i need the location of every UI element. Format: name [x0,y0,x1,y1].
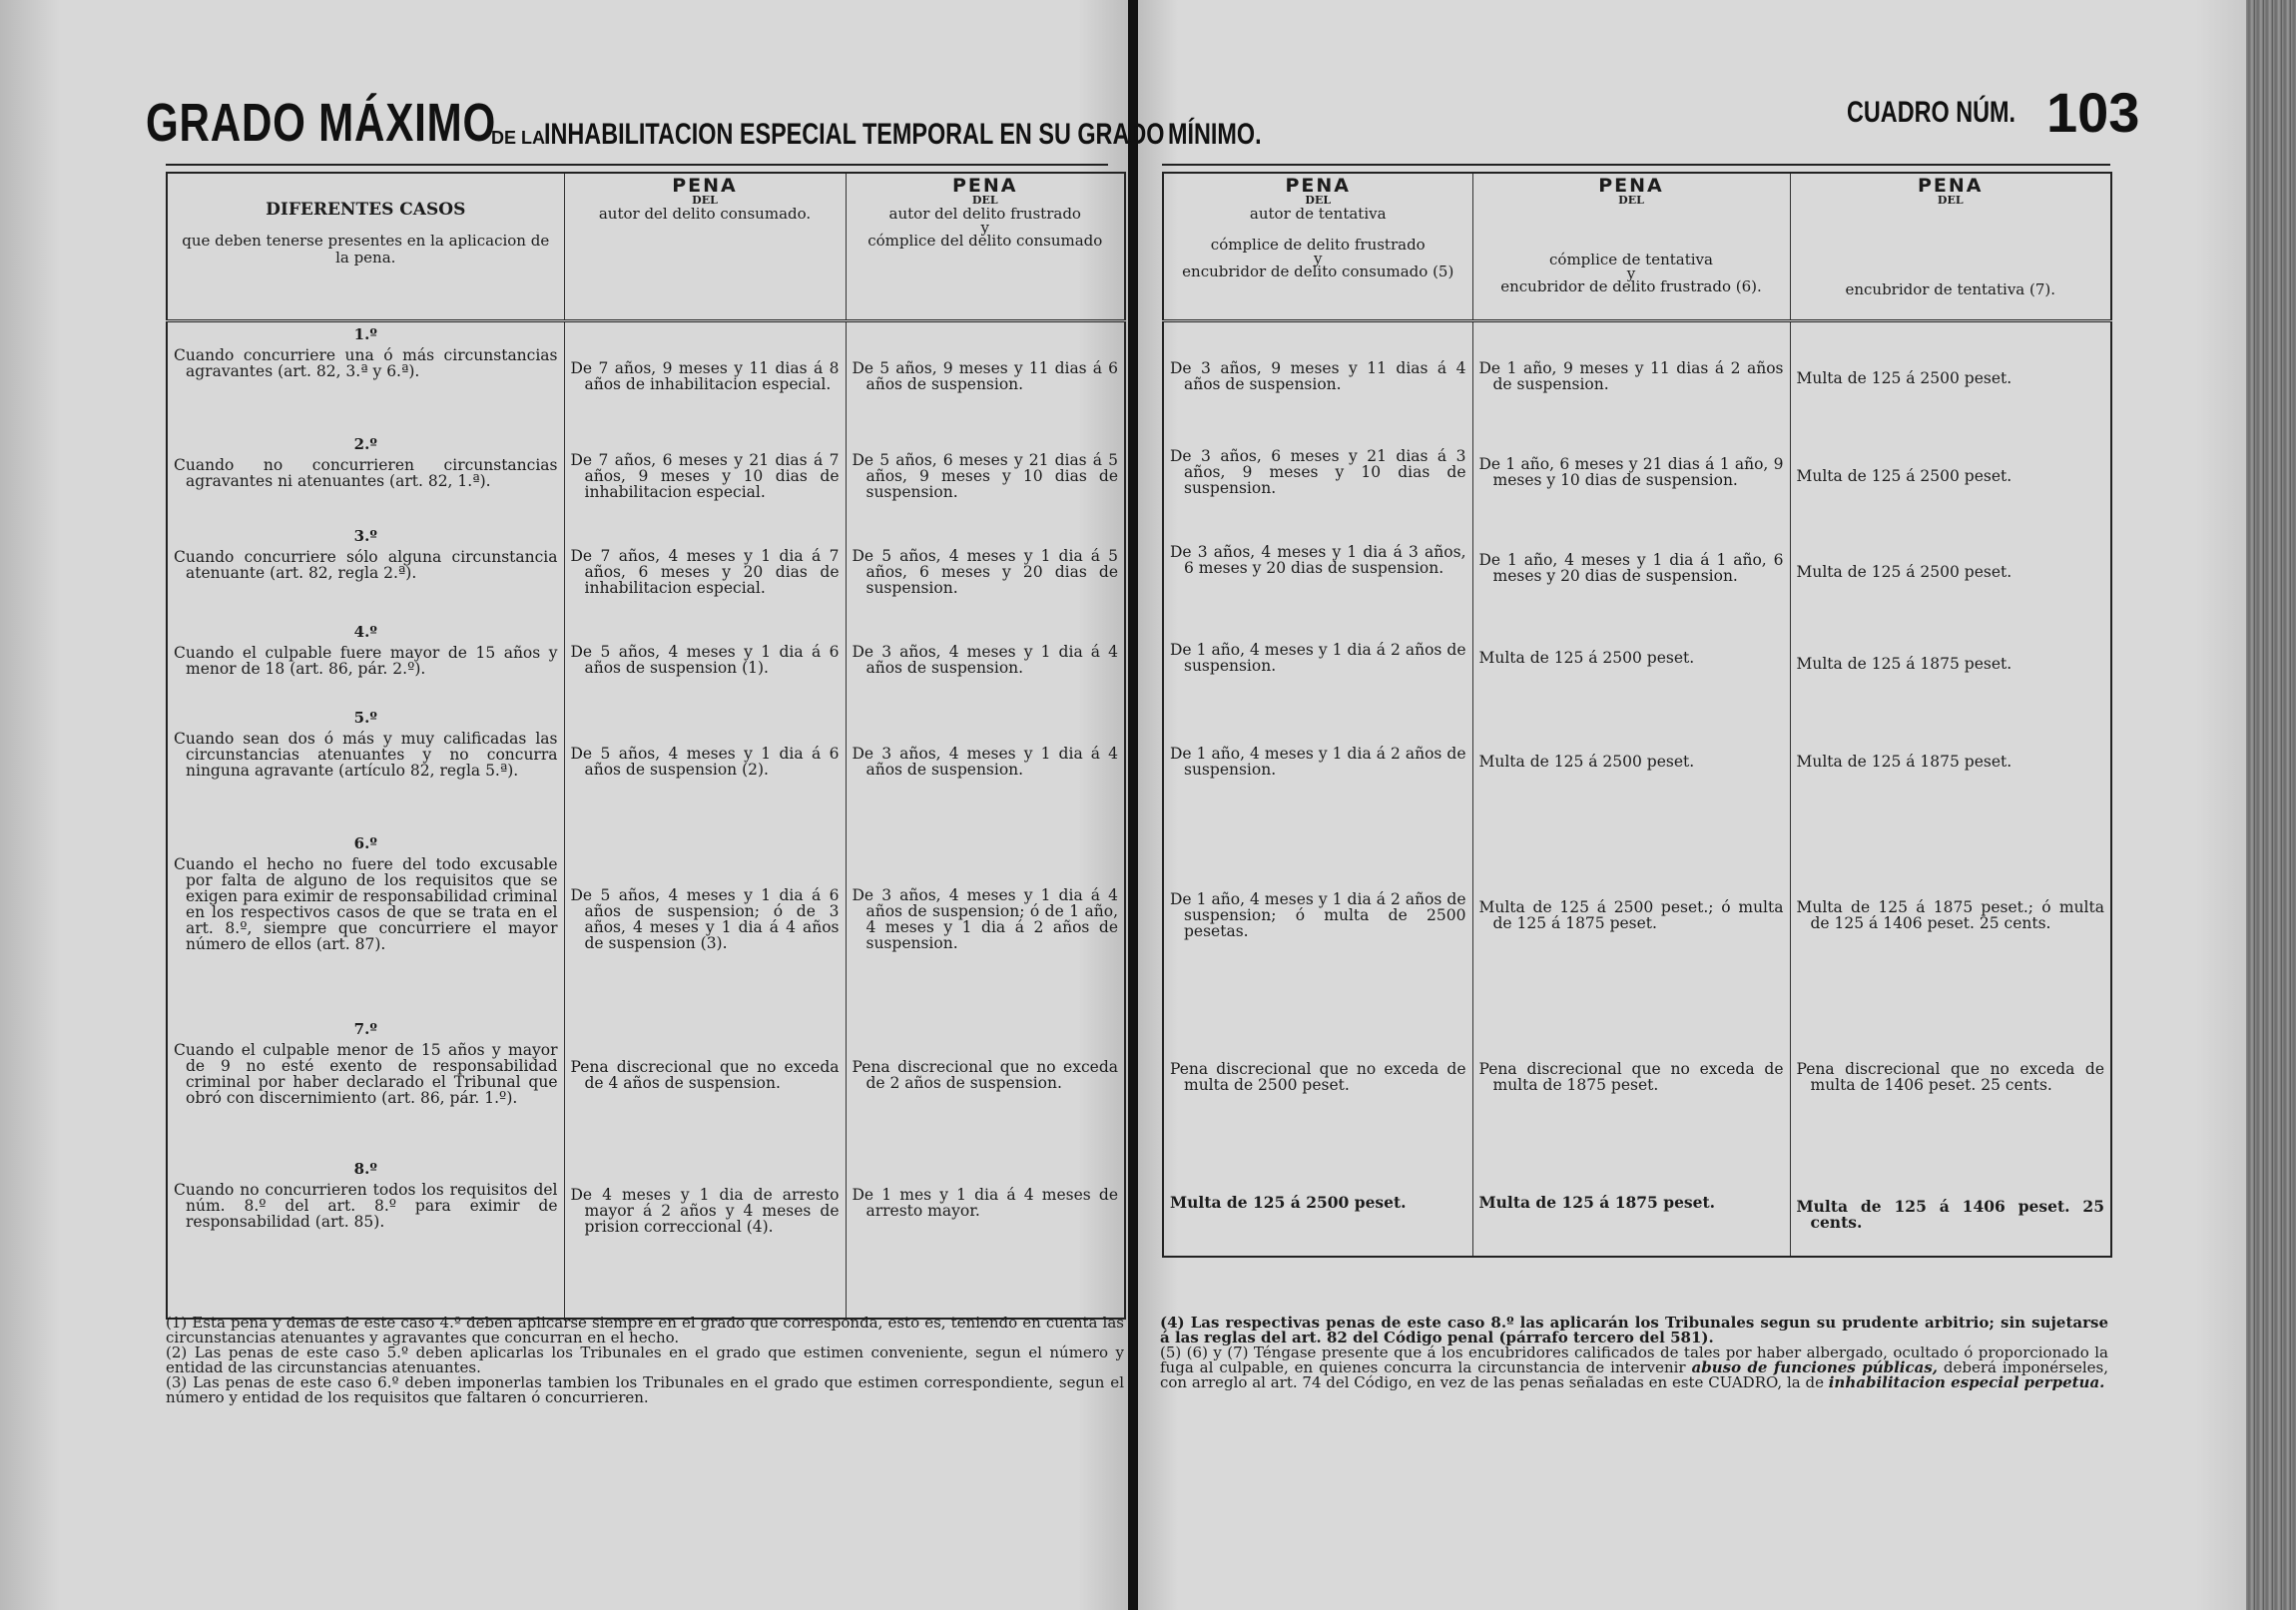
pena-word: PENA [672,175,738,197]
cases-header [167,173,564,320]
cell-col1: De 7 años, 4 meses y 1 dia á 7 años, 6 meses y 20 dias de inhabilitacion especial. [570,547,840,597]
cell-col2: De 5 años, 9 meses y 11 dias á 6 años de suspension. [852,358,1118,393]
col4-header [1472,173,1790,320]
cell-col4: Multa de 125 á 2500 peset.; ó multa de 125 á 1875 peset. [1478,898,1784,932]
table-row [1163,1017,2111,1157]
del-word: DEL [1618,194,1644,207]
case-text: Cuando sean dos ó más y muy calificadas las circunstancias atenuantes y no concurra ninguna agravante (artículo 82, regla 5.ª). [174,730,558,780]
pena-word: PENA [1917,175,1984,197]
case-number: 1.º [353,324,377,343]
case-number: 4.º [353,623,377,641]
footnote-567-italic-1: abuso de funciones públicas, [1691,1358,1938,1376]
table-row [1163,432,2111,524]
col3-label-y: y [1314,250,1323,268]
table-row [1163,1157,2111,1257]
case-number: 7.º [353,1020,377,1038]
col3-label-c: encubridor de delito consumado (5) [1182,263,1454,280]
case-text: Cuando concurriere una ó más circunstancias agravantes (art. 82, 3.ª y 6.ª). [174,345,558,380]
footnote-1: (1) Esta pena y demas de este caso 4.º deben aplicarse siempre en el grado que corresponda, esto es, teniendo en cuenta las circunstancias atenuantes y agravantes que concurran en el hecho. [166,1314,1124,1346]
right-table [1162,172,2112,1258]
cell-col3: De 1 año, 4 meses y 1 dia á 2 años de suspension. [1170,641,1466,675]
col1-label: autor del delito consumado. [598,205,812,223]
col2-label-b: cómplice del delito consumado [867,232,1103,250]
case-number: 5.º [353,709,377,727]
footnote-2: (2) Las penas de este caso 5.º deben aplicarlas los Tribunales en el grado que estimen conveniente, segun el número y entidad de las circunstancias atenuantes. [166,1343,1124,1376]
table-row [167,1017,1125,1157]
col3-label-a: autor de tentativa [1249,205,1387,223]
cell-col4: Multa de 125 á 1875 peset. [1478,1193,1716,1212]
table-row [1163,706,2111,831]
pena-word: PENA [1598,175,1664,197]
pena-word: PENA [1285,175,1351,197]
table-row [167,706,1125,831]
book-gutter [1128,0,1138,1610]
right-header-rule [1162,164,2110,166]
cell-col3: De 3 años, 9 meses y 11 dias á 4 años de suspension. [1170,358,1466,393]
table-row [167,320,1125,432]
col5-header [1790,173,2111,320]
cell-col3: De 3 años, 4 meses y 1 dia á 3 años, 6 meses y 20 dias de suspension. [1170,543,1466,577]
case-text: Cuando no concurrieren circunstancias agravantes ni atenuantes (art. 82, 1.ª). [174,456,558,490]
cell-col3: De 1 año, 4 meses y 1 dia á 2 años de suspension. [1170,745,1466,779]
page-edge-stack [2246,0,2296,1610]
cell-col5: Multa de 125 á 1875 peset. [1796,655,2012,673]
table-row [1163,620,2111,706]
cell-col4: Multa de 125 á 2500 peset. [1478,753,1695,771]
del-word: DEL [692,194,718,207]
cell-col1: De 5 años, 4 meses y 1 dia á 6 años de suspension; ó de 3 años, 4 meses y 1 dia á 4 años de suspension (3). [570,886,840,952]
title-connector: DE LA [491,128,545,148]
cell-col3: De 1 año, 4 meses y 1 dia á 2 años de suspension; ó multa de 2500 pesetas. [1170,890,1466,940]
cell-col5: Multa de 125 á 2500 peset. [1796,368,2012,387]
case-text: Cuando el hecho no fuere del todo excusable por falta de alguno de los requisitos que se exigen para eximir de responsabilidad criminal en los respectivos casos de que se trata en el art. 8.º, siempre que concurriere el mayor número de ellos (art. 87). [174,855,558,953]
cell-col3: Pena discrecional que no exceda de multa de 2500 peset. [1170,1060,1466,1094]
cell-col5: Multa de 125 á 2500 peset. [1796,563,2012,581]
cell-col2: De 3 años, 4 meses y 1 dia á 4 años de suspension. [852,643,1118,677]
cell-col1: Pena discrecional que no exceda de 4 años de suspension. [570,1058,840,1092]
col4-label-y: y [1626,265,1636,282]
footnote-567-italic-2: inhabilitacion especial perpetua. [1828,1373,2105,1391]
table-row [167,432,1125,524]
cases-subtitle: que deben tenerse presentes en la aplicacion de la pena. [182,232,550,267]
cell-col2: De 5 años, 6 meses y 21 dias á 5 años, 9 meses y 10 dias de suspension. [852,451,1118,501]
cell-col2: Pena discrecional que no exceda de 2 años de suspension. [852,1058,1118,1092]
table-row [1163,831,2111,1017]
cell-col5: Multa de 125 á 2500 peset. [1796,467,2012,485]
footnotes-left [166,1316,1124,1405]
cell-col4: Pena discrecional que no exceda de multa de 1875 peset. [1478,1060,1784,1094]
table-row [167,831,1125,1017]
col3-label-b: cómplice de delito frustrado [1210,236,1426,254]
col2-label-y: y [980,219,989,237]
cases-title: DIFERENTES CASOS [266,200,466,220]
table-row [167,1157,1125,1319]
cell-col5: Pena discrecional que no exceda de multa de 1406 peset. 25 cents. [1796,1060,2104,1094]
cell-col1: De 4 meses y 1 dia de arresto mayor á 2 años y 4 meses de prision correccional (4). [570,1186,840,1236]
left-header-rule [166,164,1108,166]
case-text: Cuando no concurrieren todos los requisitos del núm. 8.º del art. 8.º para eximir de responsabilidad (art. 85). [174,1181,558,1231]
cell-col4: De 1 año, 4 meses y 1 dia á 1 año, 6 meses y 20 dias de suspension. [1478,551,1784,585]
case-text: Cuando el culpable fuere mayor de 15 años y menor de 18 (art. 86, pár. 2.º). [174,644,558,678]
col4-label-b: encubridor de delito frustrado (6). [1500,277,1762,295]
cell-col5: Multa de 125 á 1406 peset. 25 cents. [1796,1197,2104,1232]
col1-header [564,173,846,320]
case-number: 6.º [353,834,377,852]
col2-header [846,173,1125,320]
del-word: DEL [1305,194,1332,207]
table-row [1163,524,2111,620]
pena-word: PENA [951,175,1018,197]
cell-col1: De 7 años, 6 meses y 21 dias á 7 años, 9 meses y 10 dias de inhabilitacion especial. [570,451,840,501]
left-table [166,172,1126,1320]
col4-label-a: cómplice de tentativa [1549,251,1713,268]
table-number: 103 [2046,81,2140,144]
case-text: Cuando el culpable menor de 15 años y mayor de 9 no esté exento de responsabilidad criminal por haber declarado el Tribunal que obró con discernimiento (art. 86, pár. 1.º). [174,1041,558,1107]
cell-col4: Multa de 125 á 2500 peset. [1478,649,1695,667]
cell-col1: De 7 años, 9 meses y 11 dias á 8 años de inhabilitacion especial. [570,358,840,393]
case-number: 8.º [353,1160,377,1178]
cell-col3: De 3 años, 6 meses y 21 dias á 3 años, 9 meses y 10 dias de suspension. [1170,447,1466,497]
title-grado-maximo: GRADO MÁXIMO [146,93,496,153]
cell-col4: De 1 año, 6 meses y 21 dias á 1 año, 9 meses y 10 dias de suspension. [1478,455,1784,489]
case-number: 3.º [353,527,377,545]
footnote-4: (4) Las respectivas penas de este caso 8.º las aplicarán los Tribunales segun su prudente arbitrio; sin sujetarse á las reglas del art. 82 del Código penal (párrafo tercero del 581). [1160,1314,2108,1346]
footnote-567-b: deberá imponérseles, con arreglo al art. 74 del Código, en vez de las penas señaladas en este CUADRO, la de [1160,1358,2108,1391]
col5-label: encubridor de tentativa (7). [1845,280,2056,298]
case-number: 2.º [353,435,377,453]
del-word: DEL [1937,194,1964,207]
cell-col4: De 1 año, 9 meses y 11 dias á 2 años de suspension. [1478,358,1784,393]
footnotes-right [1160,1316,2108,1390]
del-word: DEL [971,194,998,207]
col3-header [1163,173,1472,320]
table-row [167,620,1125,706]
case-text: Cuando concurriere sólo alguna circunstancia atenuante (art. 82, regla 2.ª). [174,548,558,582]
title-subtitle-end: MÍNIMO. [1168,118,1262,151]
cell-col5: Multa de 125 á 1875 peset. [1796,753,2012,771]
cell-col3: Multa de 125 á 2500 peset. [1170,1193,1407,1212]
cell-col1: De 5 años, 4 meses y 1 dia á 6 años de suspension (1). [570,643,840,677]
title-subtitle: INHABILITACION ESPECIAL TEMPORAL EN SU GRADO [544,118,1165,151]
footnote-567-a: (5) (6) y (7) Téngase presente que á los encubridores calificados de tales por haber albergado, ocultado ó proporcionado la fuga al culpable, en quienes concurra la circunstancia de intervenir [1160,1343,2108,1376]
cell-col2: De 3 años, 4 meses y 1 dia á 4 años de suspension. [852,745,1118,779]
table-label: CUADRO NÚM. [1847,96,2015,129]
table-row [1163,320,2111,432]
cell-col2: De 1 mes y 1 dia á 4 meses de arresto mayor. [852,1186,1118,1220]
table-row [167,524,1125,620]
cell-col2: De 5 años, 4 meses y 1 dia á 5 años, 6 meses y 20 dias de suspension. [852,547,1118,597]
cell-col1: De 5 años, 4 meses y 1 dia á 6 años de suspension (2). [570,745,840,779]
footnote-3: (3) Las penas de este caso 6.º deben imponerlas tambien los Tribunales en el grado que estimen correspondiente, segun el número y entidad de los requisitos que faltaren ó concurrieren. [166,1373,1124,1406]
cell-col5: Multa de 125 á 1875 peset.; ó multa de 125 á 1406 peset. 25 cents. [1796,898,2104,932]
cell-col2: De 3 años, 4 meses y 1 dia á 4 años de suspension; ó de 1 año, 4 meses y 1 dia á 2 años de suspension. [852,886,1118,952]
col2-label-a: autor del delito frustrado [888,205,1081,223]
